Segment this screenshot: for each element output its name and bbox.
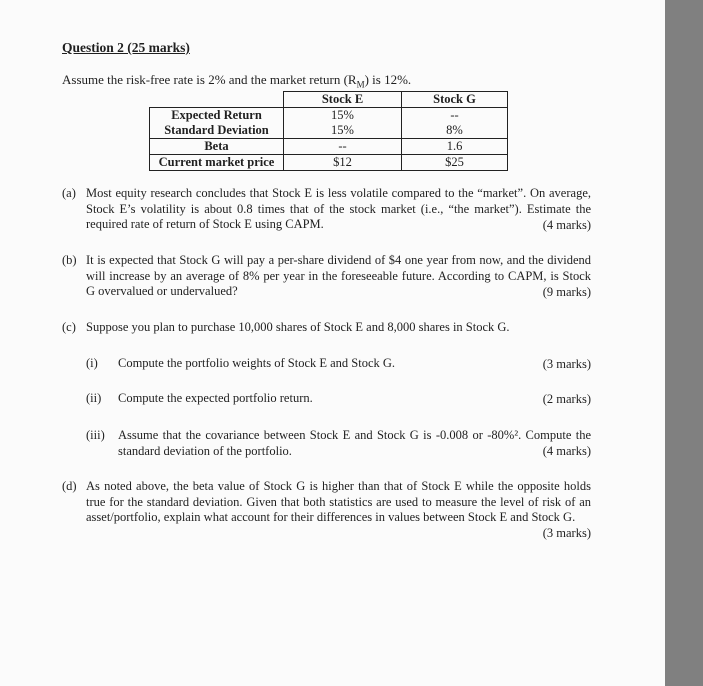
- cell-stock-e: 15%: [284, 108, 402, 124]
- question-title: Question 2 (25 marks): [62, 40, 190, 55]
- part-c-iii-label: (iii): [86, 428, 105, 442]
- part-d-label: (d): [62, 479, 77, 493]
- part-c-ii-marks: (2 marks): [542, 391, 591, 406]
- question-intro: Assume the risk-free rate is 2% and the market return $(R_M)$ is 12%.: [62, 72, 412, 90]
- part-c-ii: [86, 391, 591, 407]
- row-label: Standard Deviation: [150, 123, 284, 139]
- cell-stock-e: --: [284, 139, 402, 155]
- cell-stock-g: --: [402, 108, 508, 124]
- stock-data-table: [149, 91, 508, 171]
- part-c-i-marks: (3 marks): [542, 356, 591, 371]
- part-d: [62, 479, 591, 541]
- cell-stock-g: 1.6: [402, 139, 508, 155]
- row-label: Expected Return: [150, 108, 284, 124]
- part-b-text: It is expected that Stock G will pay a per-share dividend of $4 one year from now, and the dividend will increase by an average of 8% per year in the foreseeable future. According to CAPM, is Stock G overvalued or undervalued?: [86, 253, 591, 298]
- part-c-i: [86, 356, 591, 372]
- table-header-stock-g: Stock G: [402, 92, 508, 108]
- part-c-iii-text: Assume that the covariance between Stock E and Stock G is -0.008 or -80%². Compute the standard deviation of the portfolio.: [118, 428, 591, 458]
- part-c-i-label: (i): [86, 356, 98, 370]
- part-c-i-text: Compute the portfolio weights of Stock E and Stock G.: [118, 356, 396, 370]
- part-c-ii-text: Compute the expected portfolio return.: [118, 391, 313, 405]
- part-c-ii-label: (ii): [86, 391, 102, 405]
- row-label: Current market price: [150, 155, 284, 171]
- table-row: [150, 108, 508, 124]
- part-c: [62, 320, 591, 336]
- part-c-label: (c): [62, 320, 76, 334]
- part-a-label: (a): [62, 186, 76, 200]
- part-b-marks: (9 marks): [542, 284, 591, 299]
- page-margin-shadow: [665, 0, 703, 686]
- table-header-blank: [150, 92, 284, 108]
- part-a-marks: (4 marks): [542, 217, 591, 232]
- cell-stock-e: 15%: [284, 123, 402, 139]
- cell-stock-g: $25: [402, 155, 508, 171]
- part-d-text: As noted above, the beta value of Stock G is higher than that of Stock E while the opposite holds true for the standard deviation. Given that both statistics are used to measure the level of risk of an asset/portfolio, explain what account for their differences in values between Stock E and Stock G.: [86, 479, 591, 524]
- table-header-stock-e: Stock E: [284, 92, 402, 108]
- table-row: [150, 123, 508, 139]
- part-c-text: Suppose you plan to purchase 10,000 shares of Stock E and 8,000 shares in Stock G.: [86, 320, 510, 334]
- part-c-iii: [86, 428, 591, 459]
- part-a-text: Most equity research concludes that Stock E is less volatile compared to the “market”. On average, Stock E’s volatility is about 0.8 times that of the stock market (i.e., “the market”). Estimate the required rate of return of Stock E using CAPM.: [86, 186, 591, 231]
- cell-stock-g: 8%: [402, 123, 508, 139]
- part-b-label: (b): [62, 253, 77, 267]
- row-label: Beta: [150, 139, 284, 155]
- part-d-marks: (3 marks): [542, 525, 591, 540]
- part-c-iii-marks: (4 marks): [542, 443, 591, 458]
- table-row: [150, 139, 508, 155]
- table-header-row: [150, 92, 508, 108]
- part-a: [62, 186, 591, 233]
- cell-stock-e: $12: [284, 155, 402, 171]
- part-b: [62, 253, 591, 300]
- table-row: [150, 155, 508, 171]
